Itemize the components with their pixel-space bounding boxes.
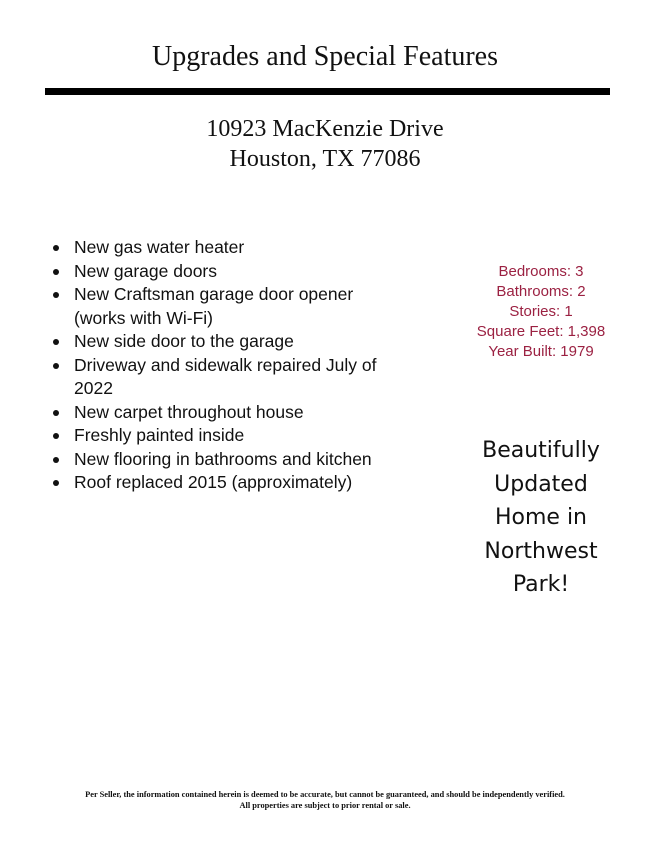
bullet-icon (53, 245, 59, 251)
bullet-icon (53, 269, 59, 275)
tagline (452, 434, 630, 602)
feature-item (48, 236, 398, 260)
page-title: Upgrades and Special Features (152, 41, 498, 72)
feature-text: New side door to the garage (74, 331, 294, 351)
feature-text: Roof replaced 2015 (approximately) (74, 472, 353, 492)
bullet-icon (53, 363, 59, 369)
bullet-icon (53, 410, 59, 416)
address-street: 10923 MacKenzie Drive (206, 116, 444, 142)
property-stats (452, 262, 630, 362)
tagline-line: Updated (494, 471, 588, 497)
tagline-line: Beautifully (482, 438, 600, 463)
feature-item (48, 424, 398, 448)
title-divider (45, 88, 610, 95)
feature-text: New carpet throughout house (74, 401, 304, 422)
stat-square-feet: Square Feet: 1,398 (476, 323, 606, 340)
bullet-icon (53, 433, 59, 439)
address-city-state-zip: Houston, TX 77086 (229, 146, 421, 172)
features-list (48, 236, 398, 495)
stat-year-built: Year Built: 1979 (488, 343, 594, 360)
feature-item (48, 471, 398, 495)
disclaimer-line: All properties are subject to prior rental or sale. (239, 801, 411, 810)
stat-bedrooms: Bedrooms: 3 (498, 263, 584, 280)
bullet-icon (53, 480, 59, 486)
feature-item (48, 354, 398, 401)
bullet-icon (53, 457, 59, 463)
property-address (0, 114, 650, 174)
stat-stories: Stories: 1 (509, 303, 573, 320)
tagline-line: Northwest (484, 538, 598, 564)
feature-text: New garage doors (74, 260, 217, 281)
bullet-icon (53, 292, 59, 298)
feature-item (48, 401, 398, 425)
feature-text: New gas water heater (74, 237, 245, 257)
feature-text: New Craftsman garage door opener (works with Wi-Fi) (74, 284, 354, 328)
bullet-icon (53, 339, 59, 345)
disclaimer-line: Per Seller, the information contained herein is deemed to be accurate, but cannot be guaranteed, and should be independently verified. (85, 790, 565, 799)
tagline-line: Home in (494, 505, 588, 530)
feature-item (48, 283, 398, 330)
tagline-line: Park! (512, 572, 570, 597)
feature-item (48, 260, 398, 284)
disclaimer (0, 789, 650, 811)
feature-item (48, 448, 398, 472)
feature-text: New flooring in bathrooms and kitchen (74, 448, 372, 469)
feature-text: Freshly painted inside (74, 425, 245, 445)
feature-item (48, 330, 398, 354)
stat-bathrooms: Bathrooms: 2 (496, 283, 586, 300)
feature-text: Driveway and sidewalk repaired July of 2022 (74, 354, 377, 398)
